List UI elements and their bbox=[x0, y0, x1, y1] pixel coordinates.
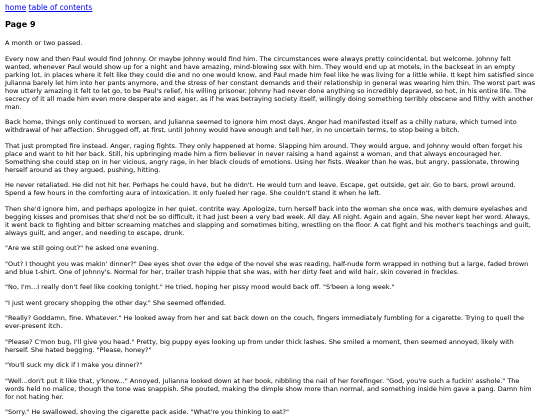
nav-links bbox=[5, 3, 536, 12]
paragraph: He never retaliated. He did not hit her. Perhaps he could have, but he didn't. He would turn and leave. Escape, get outside, get air. Go to bars, prowl around. Spend a few hours in the comforting aura of intoxication. It only fueled her rage. She couldn't stand it when he left. bbox=[5, 181, 516, 197]
paragraph: "No, I'm...I really don't feel like cooking tonight." He tried, hoping her pissy mood would back off. "S'been a long week." bbox=[5, 283, 395, 291]
table-of-contents-link[interactable]: table of contents bbox=[28, 3, 93, 12]
paragraph: Then she'd ignore him, and perhaps apologize in her quiet, contrite way. Apologize, turn herself back into the woman she once was, with demure eyelashes and begging kisses and promises that she'd not be so difficult, it had just been a very bad week. All day. All night. Again and again. She never kept her word. Always, it went back to fighting and bitter screaming matches and slapping and sometimes biting, wrestling on the floor. A cat fight and his mother's teachings and guilt, always guilt, and anger, and needing to escape, drunk. bbox=[5, 204, 531, 237]
paragraph: Back home, things only continued to worsen, and Julianna seemed to ignore him most days. Anger had manifested itself as a chilly nature, which turned into withdrawal of her affection. Shrugged off, at first, until Johnny would have enough and tell her, in no uncertain terms, to stop being a bitch. bbox=[5, 118, 517, 134]
page-title: Page 9 bbox=[5, 20, 36, 29]
paragraph: "Really? Goddamn, fine. Whatever." He looked away from her and sat back down on the couch, fingers immediately fumbling for a cigarette. Trying to quell the ever-present itch. bbox=[5, 314, 524, 330]
story-text bbox=[5, 39, 536, 416]
paragraph: "Please? C'mon bug, I'll give you head." Pretty, big puppy eyes looking up from under thick lashes. She smiled a moment, then seemed annoyed, likely with herself. She hated begging. "Please, honey?" bbox=[5, 337, 514, 354]
paragraph: "Sorry." He swallowed, shoving the cigarette pack aside. "What're you thinking to eat?" bbox=[5, 408, 289, 416]
paragraph: A month or two passed. bbox=[5, 39, 83, 47]
paragraph: Every now and then Paul would find Johnny. Or maybe Johnny would find him. The circumstances were always pretty coincidental, but welcome. Johnny felt wanted, whenever Paul would show up for a night and have amazing, mind-blowing sex with him. They would end up at motels, in the backseat in an empty parking lot, in places where it felt like they could die and no one would know, and Paul made him feel like he was living for a little while. It kept him satisfied since Julianna barely let him into her pants anymore, and the stress of her constant demands and their relationship in general was wearing him thin. The worst part was how utterly amazing it felt to let go, to be Paul's relief, his willing prisoner. Johnny had never done anything so incredibly depraved, so hot, in his entire life. The secrecy of it all made him even more desperate and eager, as if he was betraying society itself, willingly doing something terribly obscene and filthy with another man. bbox=[5, 54, 536, 111]
paragraph: "Well...don't put it like that, y'know..." Annoyed, Julianna looked down at her book, nibbling the nail of her forefinger. "God, you're such a fuckin' asshole." The words held no malice, though the tone was snappish. She pouted, making the dimple show more than normal, and something inside him gave a pang. Damn him for not hating her. bbox=[5, 376, 532, 401]
paragraph: "Are we still going out?" he asked one evening. bbox=[5, 244, 159, 252]
paragraph: "Out? I thought you was makin' dinner?" Dee eyes shot over the edge of the novel she was reading, half-nude form wrapped in nothing but a large, faded brown and blue t-shirt. One of Johnny's. Normal for her, trailer trash hippie that she was, with her dirty feet and wild hair, skin covered in freckles. bbox=[5, 259, 529, 276]
home-link[interactable]: home bbox=[5, 3, 27, 12]
paragraph: "I just went grocery shopping the other day." She seemed offended. bbox=[5, 298, 226, 307]
paragraph: "You'll suck my dick if I make you dinner?" bbox=[5, 361, 143, 369]
paragraph: That just prompted fire instead. Anger, raging fights. They only happened at home. Slapping him around. They would argue, and Johnny would often forget his place and want to hit her back. Still, his upbringing made him a firm believer in never raising a hand against a woman, and that always encouraged her. Something she could step on in her vicious, angry rage, in her black clouds of emotions. Using her fists. Weaker than he was, but angry, passionate, throwing herself around as they argued, pushing, hitting. bbox=[5, 141, 523, 174]
